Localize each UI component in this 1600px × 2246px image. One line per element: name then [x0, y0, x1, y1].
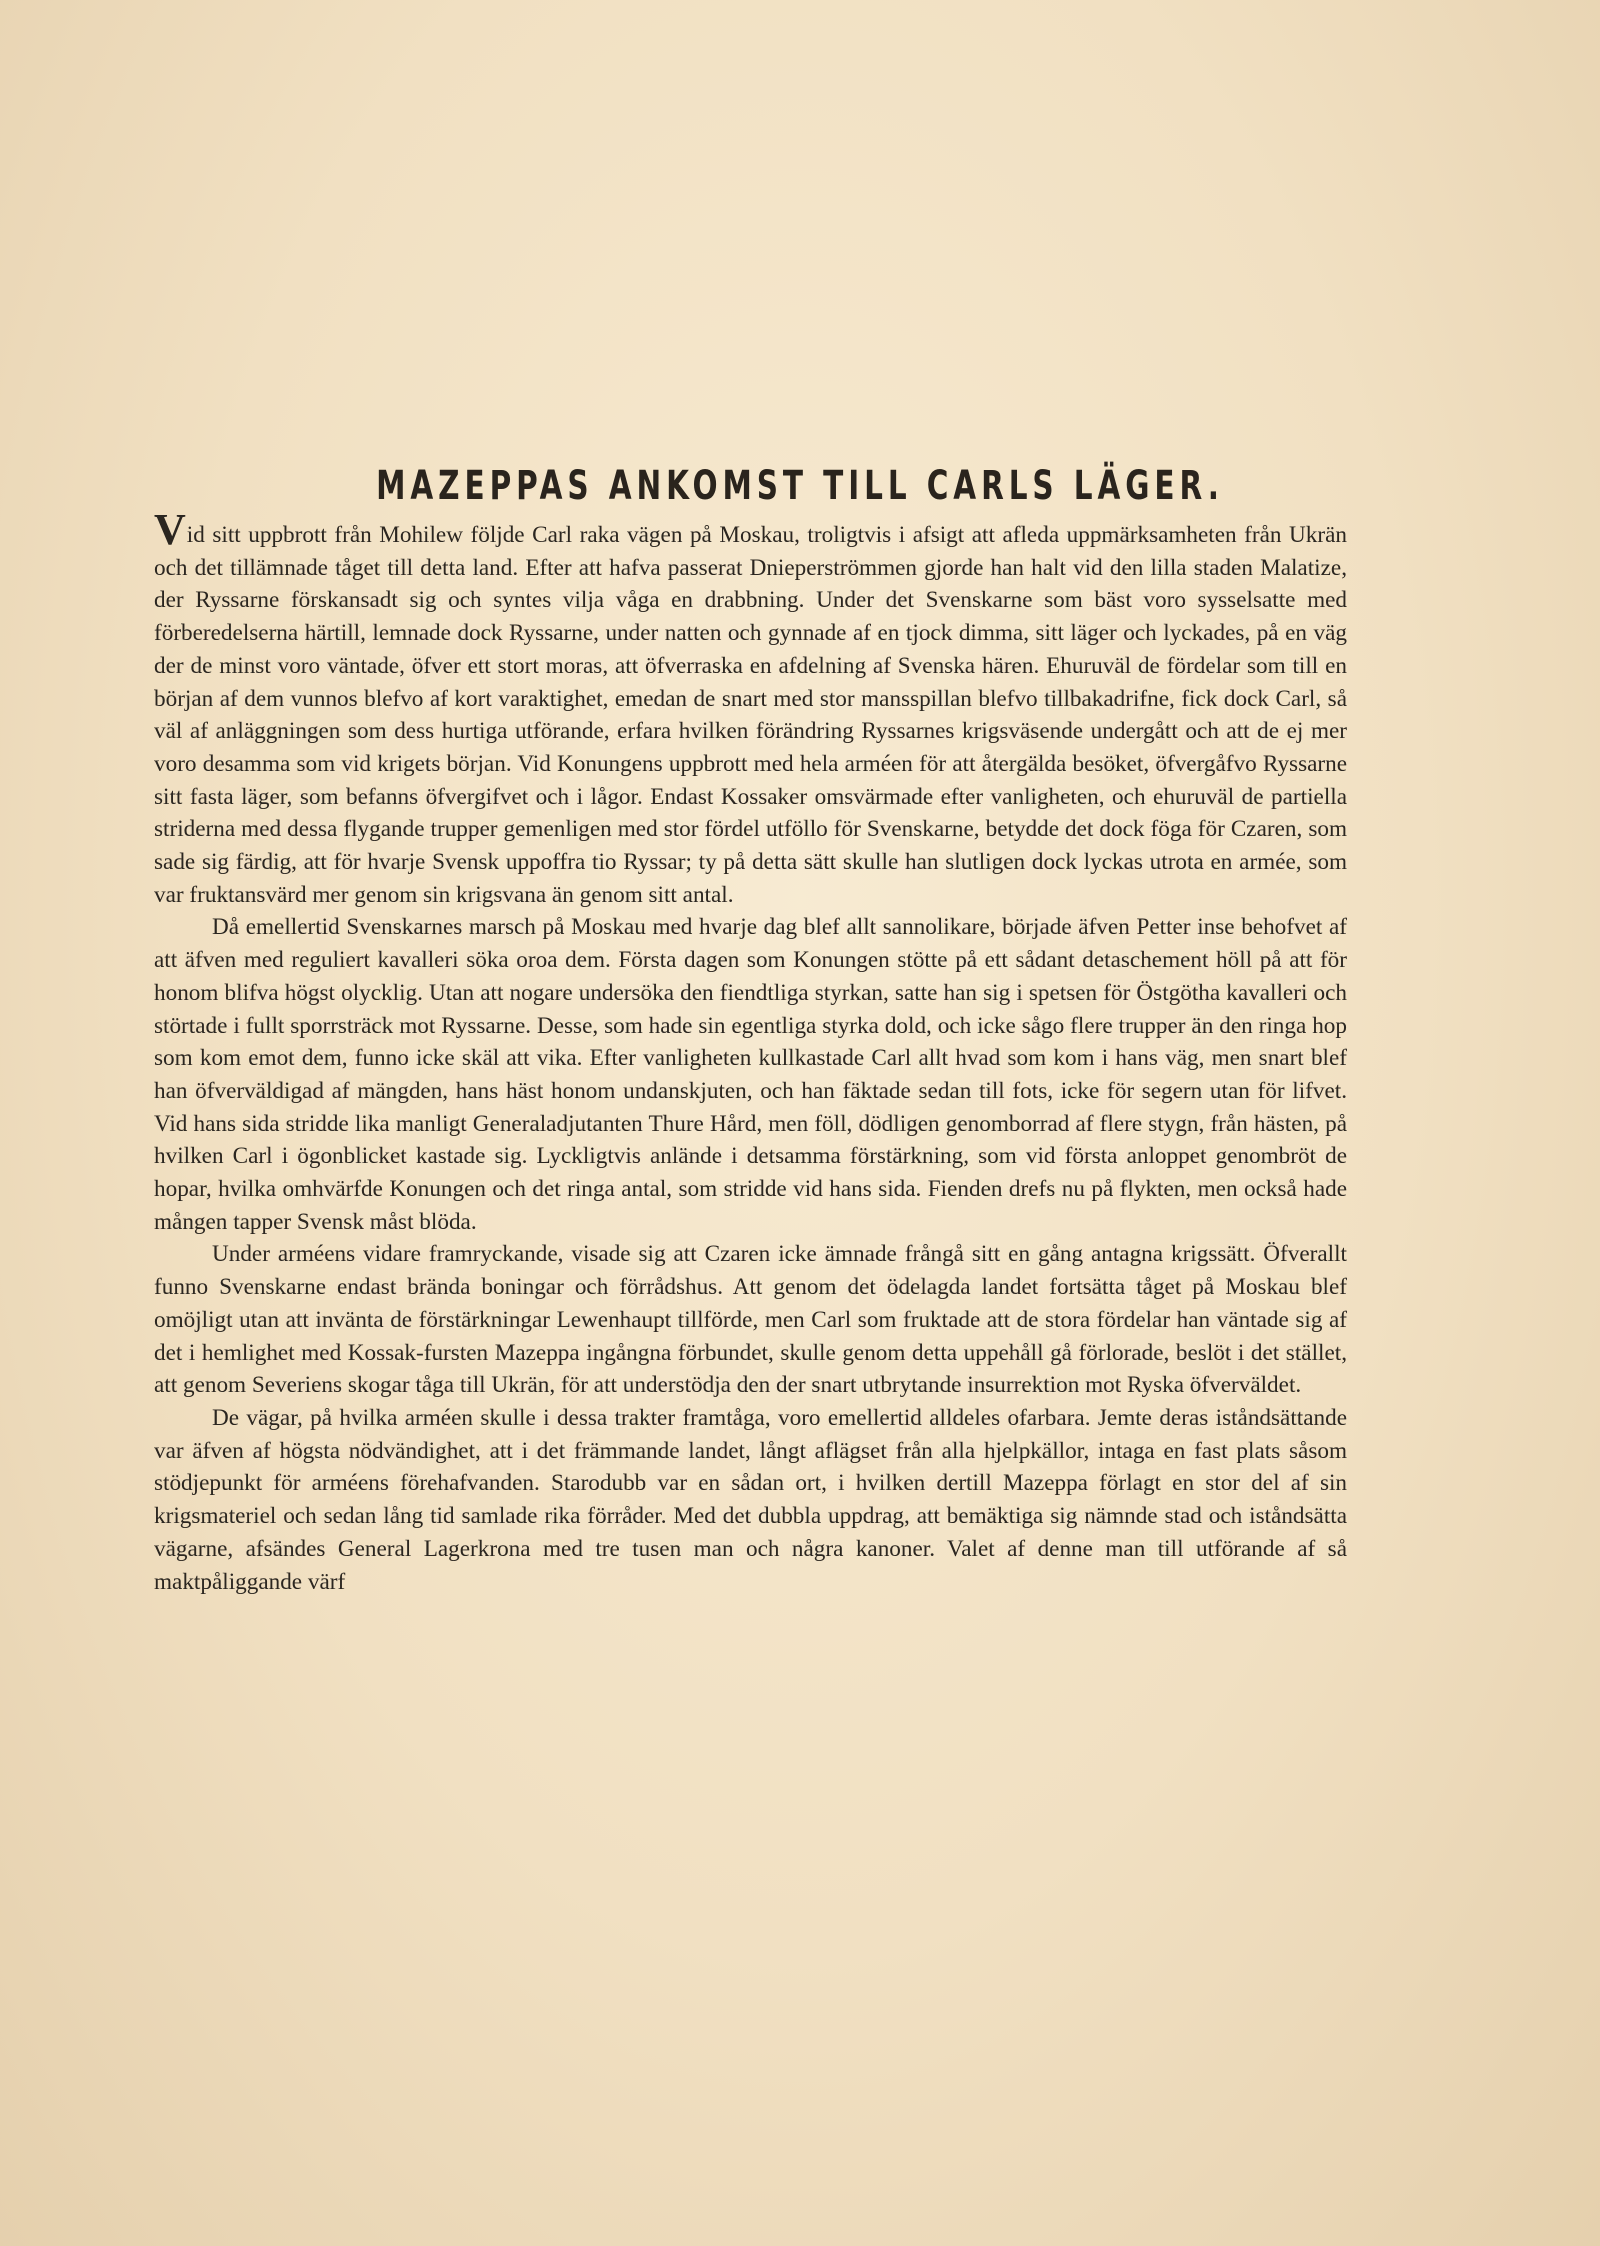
- paragraph-4: De vägar, på hvilka arméen skulle i dessa trakter framtåga, voro emellertid alldeles ofarbara. Jemte deras iståndsättande var äfven af högsta nödvändighet, att i det främmande landet, långt aflägset från alla hjelpkällor, intaga en fast plats såsom stödjepunkt för arméens förehafvanden. Starodubb var en sådan ort, i hvilken dertill Mazeppa förlagt en stor del af sin krigsmateriel och sedan lång tid samlade rika förråder. Med det dubbla uppdrag, att bemäktiga sig nämnde stad och iståndsätta vägarne, afsändes General Lagerkrona med tre tusen man och några kanoner. Valet af denne man till utförande af så maktpåliggande värf: [154, 1404, 1347, 1595]
- paragraph-3: Under arméens vidare framryckande, visade sig att Czaren icke ämnade frångå sitt en gång antagna krigssätt. Öfverallt funno Svenskarne endast brända boningar och förrådshus. Att genom det ödelagda landet fortsätta tåget på Moskau blef omöjligt utan att invänta de förstärkningar Lewenhaupt tillförde, men Carl som fruktade att de stora fördelar han väntade sig af det i hemlighet med Kossak-fursten Mazeppa ingångna förbundet, skulle genom detta uppehåll gå förlorade, beslöt i det stället, att genom Severiens skogar tåga till Ukrän, för att understödja den der snart utbrytande insurrektion mot Ryska öfverväldet.: [154, 1241, 1347, 1399]
- drop-cap: V: [154, 505, 186, 554]
- page-title: MAZEPPAS ANKOMST TILL CARLS LÄGER.: [376, 462, 1224, 509]
- body-text: [154, 505, 1347, 1598]
- paragraph-2: Då emellertid Svenskarnes marsch på Moskau med hvarje dag blef allt sannolikare, började äfven Petter inse behofvet af att äfven med reguliert kavalleri söka oroa dem. Första dagen som Konungen stötte på ett sådant detaschement höll på att för honom blifva högst olycklig. Utan att nogare undersöka den fiendtliga styrkan, satte han sig i spetsen för Östgötha kavalleri och störtade i fullt sporrsträck mot Ryssarne. Desse, som hade sin egentliga styrka dold, och icke sågo flere trupper än den ringa hop som kom emot dem, funno icke skäl att vika. Efter vanligheten kullkastade Carl allt hvad som kom i hans väg, men snart blef han öfverväldigad af mängden, hans häst honom undanskjuten, och han fäktade sedan till fots, icke för segern utan för lifvet. Vid hans sida stridde lika manligt Generaladjutanten Thure Hård, men föll, dödligen genomborrad af flere stygn, från hästen, på hvilken Carl i ögonblicket kastade sig. Lyckligtvis anlände i detsamma förstärkning, som vid första anloppet genombröt de hopar, hvilka omhvärfde Konungen och det ringa antal, som stridde vid hans sida. Fienden drefs nu på flykten, men också hade mången tapper Svensk måst blöda.: [154, 914, 1347, 1235]
- paragraph-1-text: id sitt uppbrott från Mohilew följde Carl raka vägen på Moskau, troligtvis i afsigt att afleda uppmärksamheten från Ukrän och det tillämnade tåget till detta land. Efter att hafva passerat Dnieperströmmen gjorde han halt vid den lilla staden Malatize, der Ryssarne förskansadt sig och syntes vilja våga en drabbning. Under det Svenskarne som bäst voro sysselsatte med förberedelserna härtill, lemnade dock Ryssarne, under natten och gynnade af en tjock dimma, sitt läger och lyckades, på en väg der de minst voro väntade, öfver ett stort moras, att öfverraska en afdelning af Svenska hären. Ehuruväl de fördelar som till en början af dem vunnos blefvo af kort varaktighet, emedan de snart med stor mansspillan blefvo tillbakadrifne, fick dock Carl, så väl af anläggningen som dess hurtiga utförande, erfara hvilken förändring Ryssarnes krigsväsende undergått och att de ej mer voro desamma som vid krigets början. Vid Konungens uppbrott med hela arméen för att återgälda besöket, öfvergåfvo Ryssarne sitt fasta läger, som befanns öfvergifvet och i lågor. Endast Kossaker omsvärmade efter vanligheten, och ehuruväl de partiella striderna med dessa flygande trupper gemenligen med stor fördel utföllo för Svenskarne, betydde det dock föga för Czaren, som sade sig färdig, att för hvarje Svensk uppoffra tio Ryssar; ty på detta sätt skulle han slutligen dock lyckas utrota en armée, som var fruktansvärd mer genom sin krigsvana än genom sitt antal.: [154, 522, 1347, 908]
- paragraph-1: [154, 505, 1347, 911]
